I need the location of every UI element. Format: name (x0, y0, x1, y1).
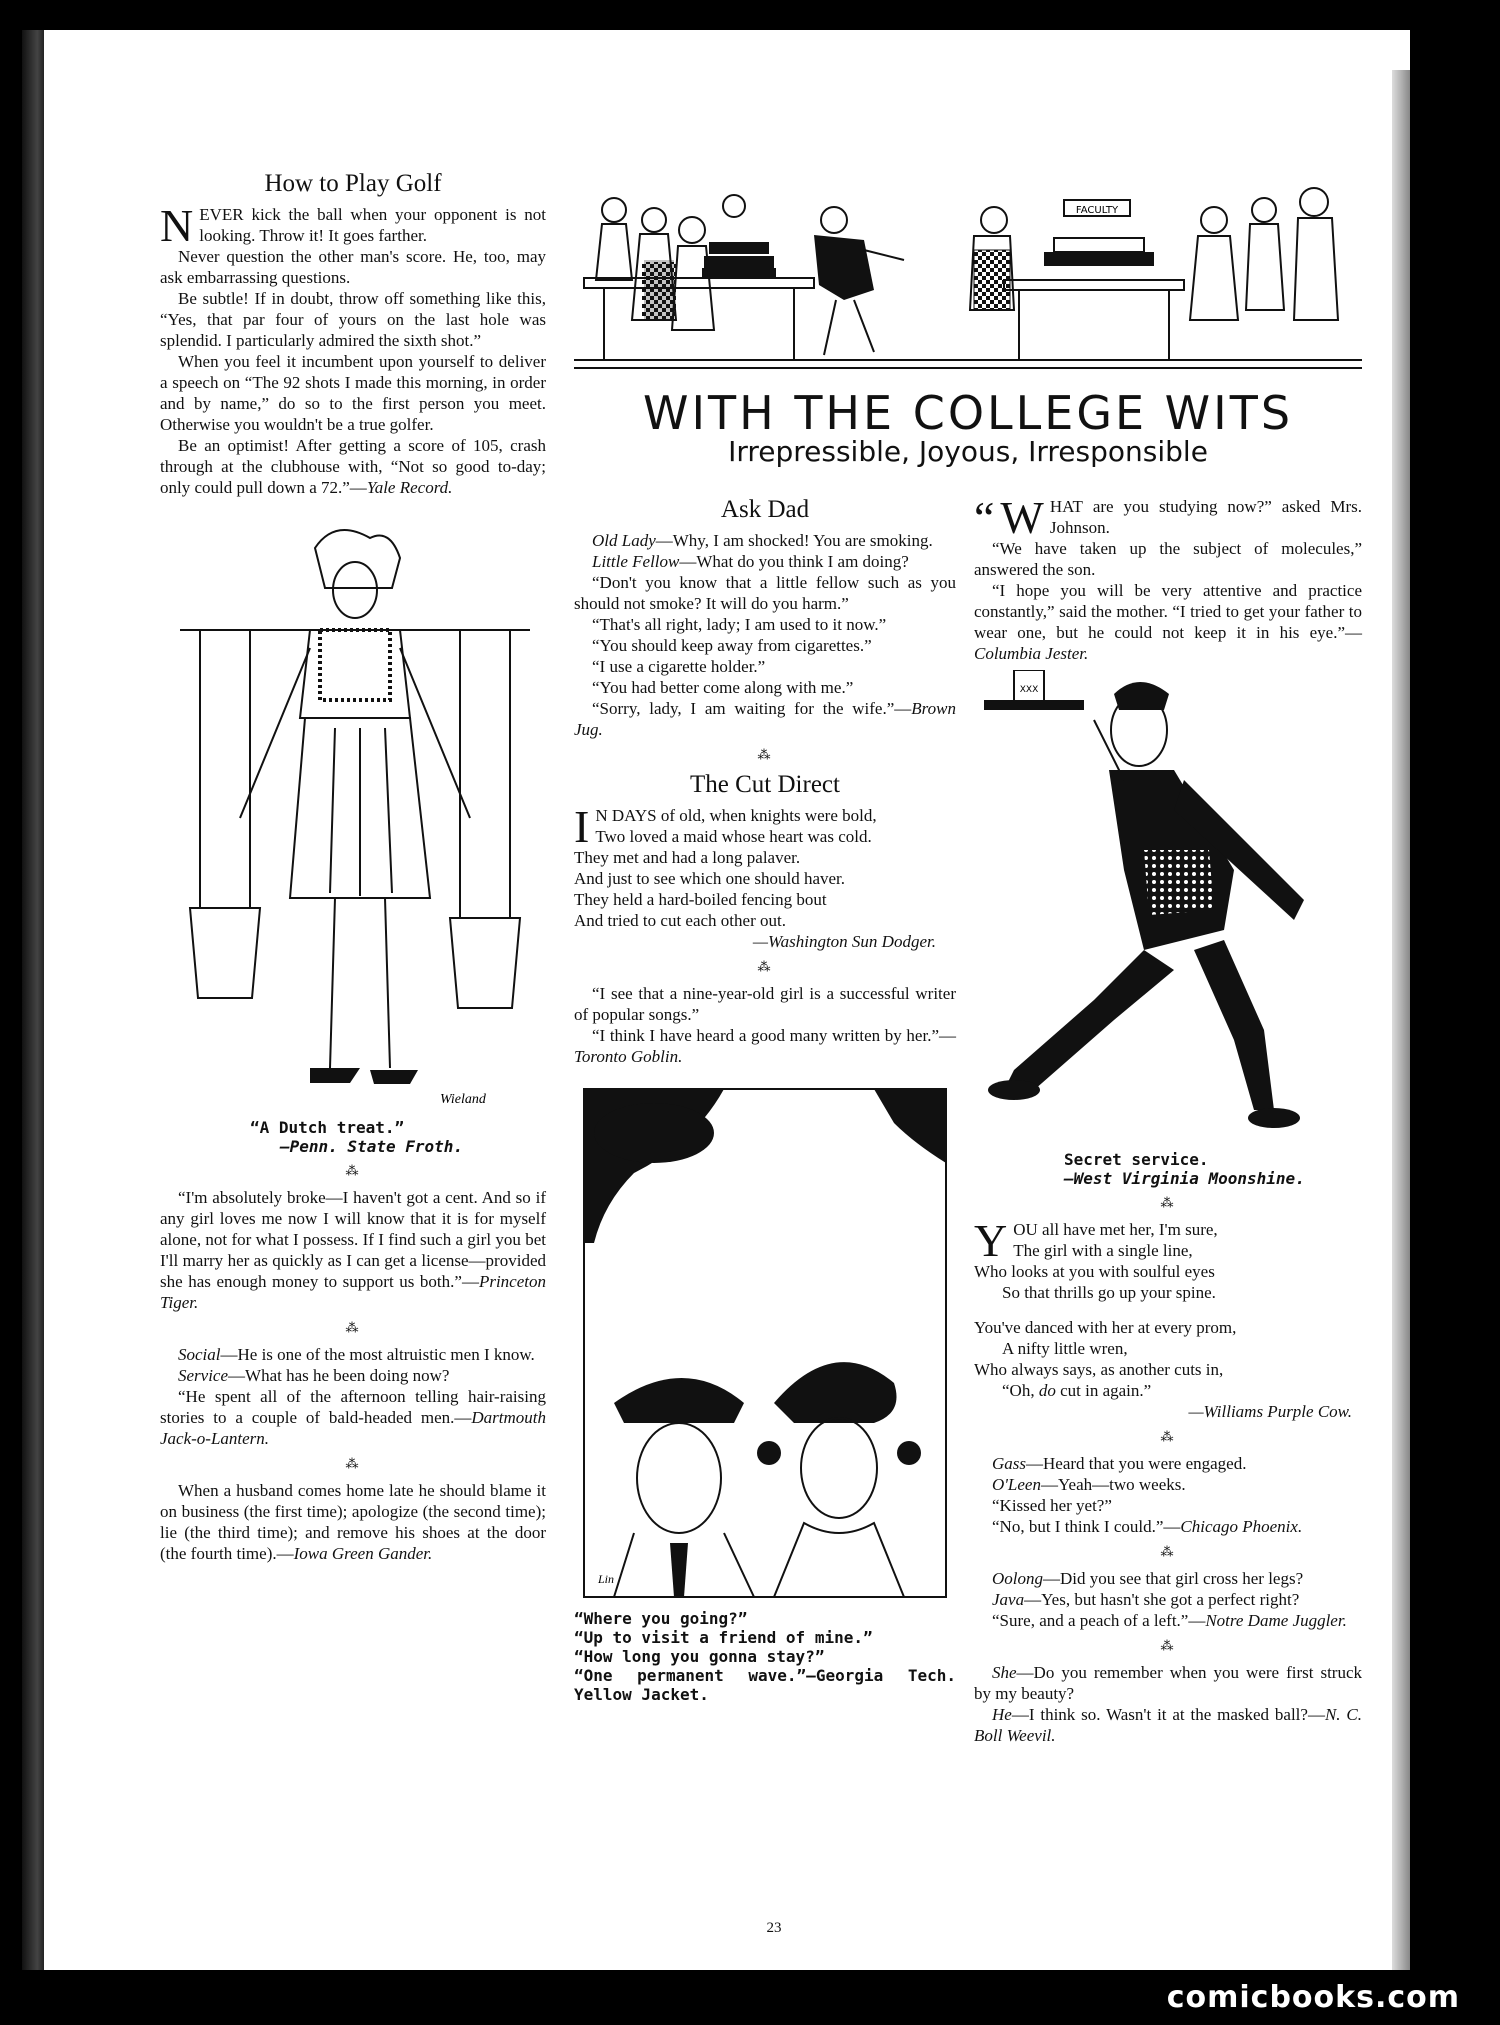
social-line-1: Social—He is one of the most altruistic men I know. (178, 1345, 535, 1364)
waiter-illustration (974, 670, 1362, 1150)
couple-caption: “Where you going?” “Up to visit a friend of mine.” “How long you gonna stay?” “One permanent wave.”—Georgia Tech. Yellow Jacket. (574, 1609, 956, 1704)
faculty-banner-illustration (574, 180, 1362, 370)
cut-poem: I N DAYS of old, when knights were bold, Two loved a maid whose heart was cold. They met and had a long palaver. And just to see which one should haver. They held a hard-boiled fencing bout And tried to cut each other out. —Washington Sun Dodger. (574, 801, 936, 951)
dutch-girl-illustration (160, 518, 546, 1118)
golf-para-4: When you feel it incumbent upon yourself to deliver a speech on “The 92 shots I made this morning, in order and by name,” do so to the first person you meet. Otherwise you wouldn't be a true golfer. (160, 352, 546, 434)
ornament: ⁂ (757, 747, 773, 762)
couple-illustration (574, 1083, 956, 1603)
couple-signature: Lin (598, 1572, 615, 1586)
page-number: 23 (766, 1920, 782, 1936)
askdad-title: Ask Dad (720, 496, 810, 523)
waiter-caption: Secret service. —West Virginia Moonshine. (1064, 1150, 1305, 1188)
social-line-2: Service—What has he been doing now? (178, 1366, 450, 1385)
golf-para-1: NEVER kick the ball when your opponent is not looking. Throw it! It goes farther. (160, 200, 546, 251)
ornament: ⁂ (757, 959, 773, 974)
page-headline: WITH THE COLLEGE WITS (642, 386, 1294, 440)
column-right: “ W HAT are you studying now?” asked Mrs. Johnson. “We have taken up the subject of molecules,” answered the son. “I hope you will be very attentive and practice constantly,” said the mother. “I tried to get your father to wear one, but he could not keep it in his eye.”—Columbia Jester. XXX Secret service. —West Virginia Moonshine. ⁂ YOU all have met her, I'm sure, The girl with a single line, Who looks at you with soulful eyes So that thrills go up your spine. You've danced with her at every prom, A nifty little wren, Who always says, as another cuts in, “Oh, do cut in again.” —Williams Purple Cow. ⁂ Gass—Heard that you were engaged. O'Leen—Yeah—two weeks. “Kissed her yet?” “No, but I think I could.”—Chicago Phoenix. ⁂ Oolong—Did you see that girl cross her legs? Java—Yes, but hasn't she got a perfect right? “Sure, and a peach of a left.”—Notre Dame Juggler. ⁂ She—Do you remember when you were first struck by my beauty? He—I think so. Wasn't it at the masked ball?—N. C. Boll Weevil. (974, 492, 1362, 1745)
tray-label: XXX (1019, 685, 1039, 695)
ornament: ⁂ (345, 1456, 361, 1471)
column-left (160, 170, 546, 1564)
ornament: ⁂ (1160, 1429, 1176, 1444)
ornament: ⁂ (1160, 1544, 1176, 1559)
column-middle: Ask Dad Old Lady—Why, I am shocked! You are smoking. Little Fellow—What do you think I am doing? “Don't you know that a little fellow such as you should not smoke? It will do you harm.” “That's all right, lady; I am used to it now.” “You should keep away from cigarettes.” “I use a cigarette holder.” “You had better come along with me.” “Sorry, lady, I am waiting for the wife.”—Brown Jug. ⁂ The Cut Direct I N DAYS of old, when knights were bold, Two loved a maid whose heart was cold. They met and had a long palaver. And just to see which one should haver. They held a hard-boiled fencing bout And tried to cut each other out. —Washington Sun Dodger. ⁂ “I see that a nine-year-old girl is a successful writer of popular songs.” “I think I have heard a good many written by her.”—Toronto Goblin. Lin “Where you going?” “Up to visit a friend of mine.” “How long you gonna stay?” “One permanent wave.”—Georgia Tech. Yellow Jacket. (574, 496, 956, 1704)
prof-sign: PROF (1085, 270, 1113, 281)
dutch-caption: “A Dutch treat.” —Penn. State Froth. (250, 1118, 464, 1156)
ornament: ⁂ (1160, 1638, 1176, 1653)
ornament: ⁂ (345, 1163, 361, 1178)
dutch-signature: Wieland (440, 1092, 486, 1107)
golf-para-5: Be an optimist! After getting a score of 105, crash through at the clubhouse with, “Not so good to-day; only could pull down a 72.”—Yale Record. (160, 436, 546, 497)
magazine-page (44, 30, 1410, 1970)
page-subhead: Irrepressible, Joyous, Irresponsible (728, 435, 1208, 468)
dropcap: N (160, 200, 194, 251)
single-line-poem: YOU all have met her, I'm sure, The girl with a single line, Who looks at you with soulful eyes So that thrills go up your spine. You've danced with her at every prom, A nifty little wren, Who always says, as another cuts in, “Oh, do cut in again.” —Williams Purple Cow. (974, 1215, 1352, 1421)
ornament: ⁂ (1160, 1195, 1176, 1210)
husband-para: When a husband comes home late he should blame it on business (the first time); apologize (the second time); lie (the third time); and remove his shoes at the door (the fourth time).—Iowa Green Gander. (160, 1481, 546, 1563)
ornament: ⁂ (345, 1320, 361, 1335)
faculty-sign: FACULTY (1075, 205, 1119, 216)
cut-title: The Cut Direct (690, 771, 840, 798)
broke-para: “I'm absolutely broke—I haven't got a cent. And so if any girl loves me now I will know that it is for myself alone, not for what I possess. If I find such a girl you bet I'll marry her as quickly as I can get a license—provided she has enough money to support us both.”—Princeton Tiger. (160, 1188, 546, 1312)
golf-para-3: Be subtle! If in doubt, throw off something like this, “Yes, that par four of yours on the last hole was splendid. I particularly admired the sixth shot.” (160, 289, 546, 350)
golf-para-2: Never question the other man's score. He, too, may ask embarrassing questions. (160, 247, 546, 287)
social-line-3: “He spent all of the afternoon telling hair-raising stories to a couple of bald-headed men.—Dartmouth Jack-o-Lantern. (160, 1387, 546, 1448)
golf-title: How to Play Golf (264, 170, 442, 197)
site-watermark: comicbooks.com (1166, 1980, 1460, 2015)
